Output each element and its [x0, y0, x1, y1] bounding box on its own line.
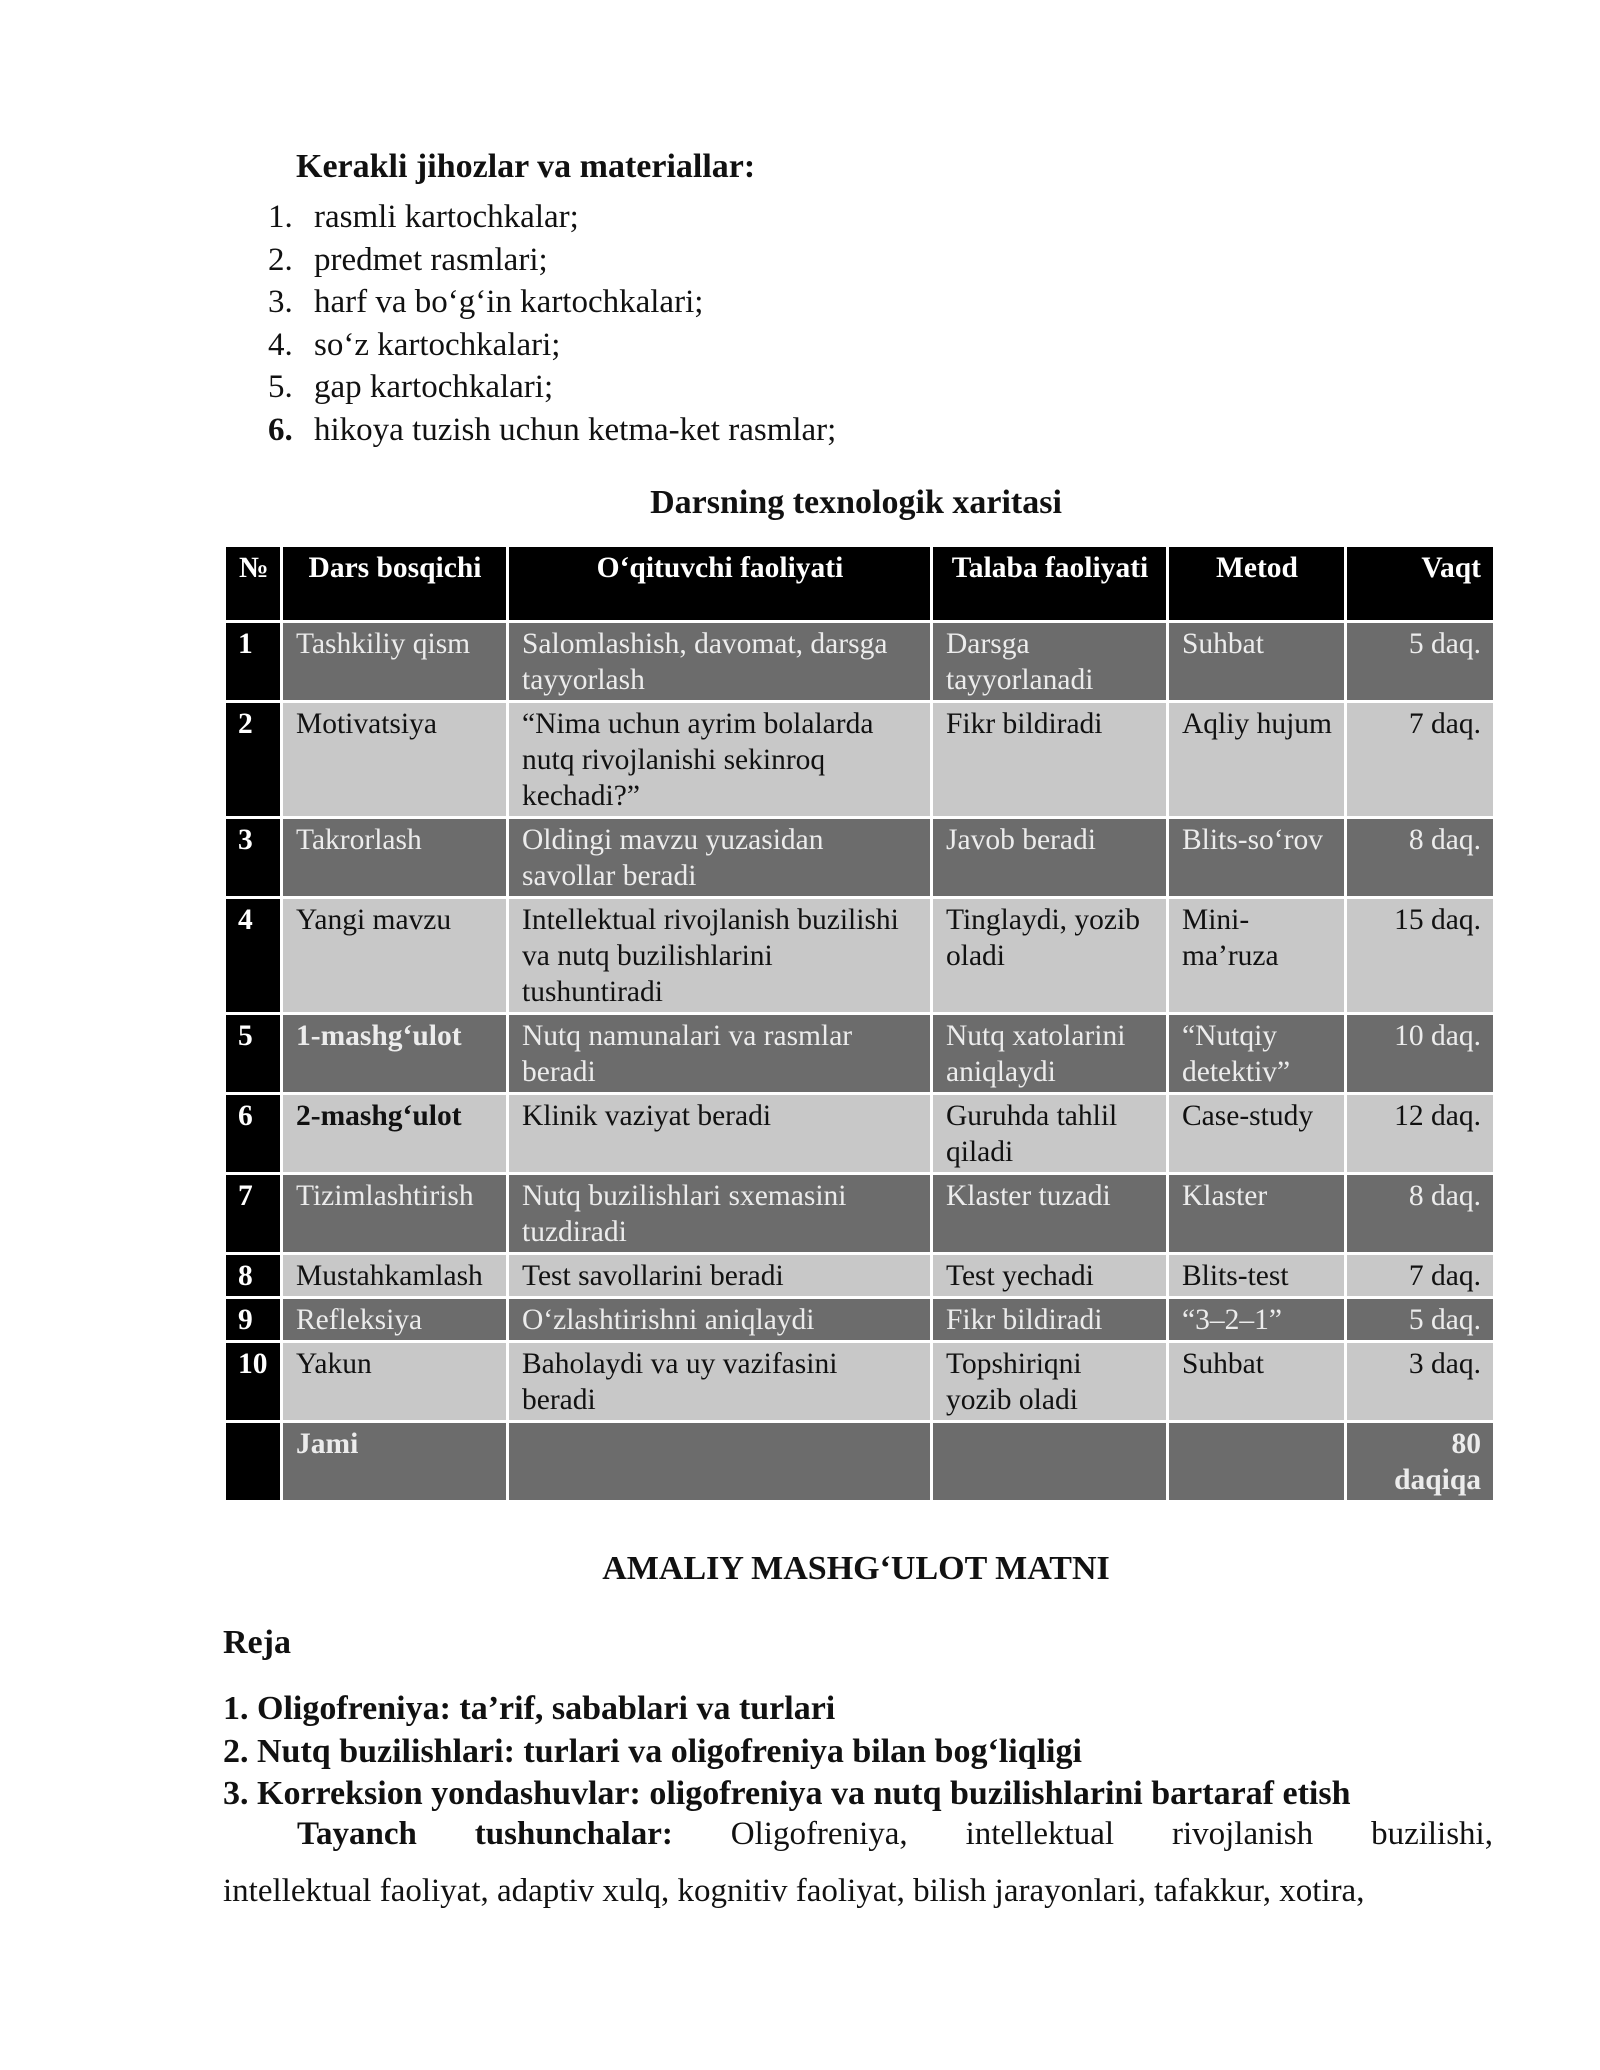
key-concepts-line	[223, 1812, 1493, 1857]
cell-time: 5 daq.	[1346, 622, 1495, 702]
cell-stage: 2-mashg‘ulot	[282, 1094, 508, 1174]
cell-method: Klaster	[1168, 1174, 1346, 1254]
table-row	[225, 1014, 1495, 1094]
cell-stage: Takrorlash	[282, 818, 508, 898]
cell-method: “3–2–1”	[1168, 1298, 1346, 1342]
cell-number: 7	[225, 1174, 282, 1254]
cell-student-activity: Topshiriqni yozib oladi	[932, 1342, 1168, 1422]
cell-stage: Yakun	[282, 1342, 508, 1422]
cell-method: Aqliy hujum	[1168, 702, 1346, 818]
cell-teacher-activity: Intellektual rivojlanish buzilishi va nutq buzilishlarini tushuntiradi	[508, 898, 932, 1014]
cell-method	[1168, 1422, 1346, 1502]
key-concepts-text: intellektual faoliyat, adaptiv xulq, kognitiv faoliyat, bilish jarayonlari, tafakkur, xotira,	[223, 1873, 1365, 1909]
cell-student-activity: Fikr bildiradi	[932, 702, 1168, 818]
cell-method: “Nutqiy detektiv”	[1168, 1014, 1346, 1094]
cell-number: 9	[225, 1298, 282, 1342]
cell-teacher-activity: Test savollarini beradi	[508, 1254, 932, 1298]
cell-method: Case-study	[1168, 1094, 1346, 1174]
table-row	[225, 622, 1495, 702]
total-time: 80 daqiqa	[1346, 1422, 1495, 1502]
materials-item-text: harf va bo‘g‘in kartochkalari;	[314, 284, 704, 320]
cell-method: Blits-so‘rov	[1168, 818, 1346, 898]
header-student-activity: Talaba faoliyati	[932, 546, 1168, 622]
table-row	[225, 702, 1495, 818]
cell-teacher-activity: Baholaydi va uy vazifasini beradi	[508, 1342, 932, 1422]
cell-number: 6	[225, 1094, 282, 1174]
cell-teacher-activity: Nutq buzilishlari sxemasini tuzdiradi	[508, 1174, 932, 1254]
materials-item	[268, 239, 836, 282]
cell-student-activity: Fikr bildiradi	[932, 1298, 1168, 1342]
cell-time: 10 daq.	[1346, 1014, 1495, 1094]
materials-item	[268, 409, 836, 452]
table-title: Darsning texnologik xaritasi	[650, 484, 1062, 521]
materials-item-text: rasmli kartochkalar;	[314, 199, 579, 235]
materials-item	[268, 366, 836, 409]
materials-list	[268, 196, 836, 451]
cell-student-activity: Javob beradi	[932, 818, 1168, 898]
materials-item-number: 4.	[268, 326, 293, 363]
cell-method: Suhbat	[1168, 1342, 1346, 1422]
cell-stage: Motivatsiya	[282, 702, 508, 818]
table-row	[225, 1342, 1495, 1422]
cell-stage: Refleksiya	[282, 1298, 508, 1342]
cell-number: 4	[225, 898, 282, 1014]
materials-item-text: gap kartochkalari;	[314, 369, 554, 405]
cell-stage: Yangi mavzu	[282, 898, 508, 1014]
table-row	[225, 898, 1495, 1014]
cell-number: 10	[225, 1342, 282, 1422]
cell-number: 3	[225, 818, 282, 898]
cell-teacher-activity: O‘zlashtirishni aniqlaydi	[508, 1298, 932, 1342]
header-number: №	[225, 546, 282, 622]
cell-teacher-activity: “Nima uchun ayrim bolalarda nutq rivojlanishi sekinroq kechadi?”	[508, 702, 932, 818]
table-header-row	[225, 546, 1495, 622]
cell-number: 2	[225, 702, 282, 818]
materials-item-text: predmet rasmlari;	[314, 241, 548, 278]
cell-method: Suhbat	[1168, 622, 1346, 702]
cell-time: 12 daq.	[1346, 1094, 1495, 1174]
cell-student-activity: Klaster tuzadi	[932, 1174, 1168, 1254]
cell-stage: Tashkiliy qism	[282, 622, 508, 702]
cell-student-activity: Nutq xatolarini aniqlaydi	[932, 1014, 1168, 1094]
cell-teacher-activity: Oldingi mavzu yuzasidan savollar beradi	[508, 818, 932, 898]
materials-item-number: 1.	[268, 199, 293, 235]
cell-stage: Mustahkamlash	[282, 1254, 508, 1298]
cell-method: Mini-ma’ruza	[1168, 898, 1346, 1014]
table-row	[225, 1254, 1495, 1298]
table-row	[225, 818, 1495, 898]
cell-time: 3 daq.	[1346, 1342, 1495, 1422]
cell-student-activity: Darsga tayyorlanadi	[932, 622, 1168, 702]
materials-item-text: so‘z kartochkalari;	[314, 326, 561, 363]
key-concepts-label: Tayanch tushunchalar:	[297, 1816, 673, 1852]
cell-teacher-activity: Salomlashish, davomat, darsga tayyorlash	[508, 622, 932, 702]
cell-student-activity: Test yechadi	[932, 1254, 1168, 1298]
header-stage: Dars bosqichi	[282, 546, 508, 622]
header-method: Metod	[1168, 546, 1346, 622]
cell-teacher-activity: Nutq namunalari va rasmlar beradi	[508, 1014, 932, 1094]
key-concepts-text: Oligofreniya, intellektual rivojlanish buzilishi,	[672, 1816, 1493, 1852]
total-label: Jami	[282, 1422, 508, 1502]
cell-time: 8 daq.	[1346, 818, 1495, 898]
cell-stage: Tizimlashtirish	[282, 1174, 508, 1254]
cell-number	[225, 1422, 282, 1502]
cell-time: 8 daq.	[1346, 1174, 1495, 1254]
plan-label: Reja	[223, 1624, 291, 1661]
cell-time: 7 daq.	[1346, 1254, 1495, 1298]
materials-item-number: 5.	[268, 369, 293, 405]
header-time: Vaqt	[1346, 546, 1495, 622]
cell-student-activity: Guruhda tahlil qiladi	[932, 1094, 1168, 1174]
materials-item-number: 6.	[268, 411, 293, 448]
materials-item-number: 2.	[268, 241, 293, 278]
plan-item: 1. Oligofreniya: ta’rif, sabablari va turlari	[223, 1690, 836, 1727]
table-row	[225, 1298, 1495, 1342]
cell-time: 5 daq.	[1346, 1298, 1495, 1342]
materials-item	[268, 281, 836, 324]
materials-heading: Kerakli jihozlar va materiallar:	[296, 148, 756, 185]
section-title: AMALIY MASHG‘ULOT MATNI	[602, 1550, 1110, 1587]
cell-student-activity: Tinglaydi, yozib oladi	[932, 898, 1168, 1014]
cell-time: 15 daq.	[1346, 898, 1495, 1014]
table-total-row	[225, 1422, 1495, 1502]
cell-stage: 1-mashg‘ulot	[282, 1014, 508, 1094]
materials-item-number: 3.	[268, 284, 293, 320]
materials-item	[268, 196, 836, 239]
cell-method: Blits-test	[1168, 1254, 1346, 1298]
plan-item: 2. Nutq buzilishlari: turlari va oligofreniya bilan bog‘liqligi	[223, 1732, 1082, 1770]
cell-time: 7 daq.	[1346, 702, 1495, 818]
table-row	[225, 1174, 1495, 1254]
materials-item	[268, 324, 836, 367]
header-teacher-activity: O‘qituvchi faoliyati	[508, 546, 932, 622]
cell-teacher-activity	[508, 1422, 932, 1502]
plan-list	[223, 1688, 1350, 1816]
cell-number: 5	[225, 1014, 282, 1094]
cell-student-activity	[932, 1422, 1168, 1502]
table-row	[225, 1094, 1495, 1174]
cell-teacher-activity: Klinik vaziyat beradi	[508, 1094, 932, 1174]
lesson-map-table	[223, 544, 1496, 1503]
materials-item-text: hikoya tuzish uchun ketma-ket rasmlar;	[314, 411, 837, 448]
key-concepts-paragraph	[223, 1812, 1493, 1914]
plan-item: 3. Korreksion yondashuvlar: oligofreniya va nutq buzilishlarini bartaraf etish	[223, 1775, 1351, 1812]
cell-number: 8	[225, 1254, 282, 1298]
cell-number: 1	[225, 622, 282, 702]
